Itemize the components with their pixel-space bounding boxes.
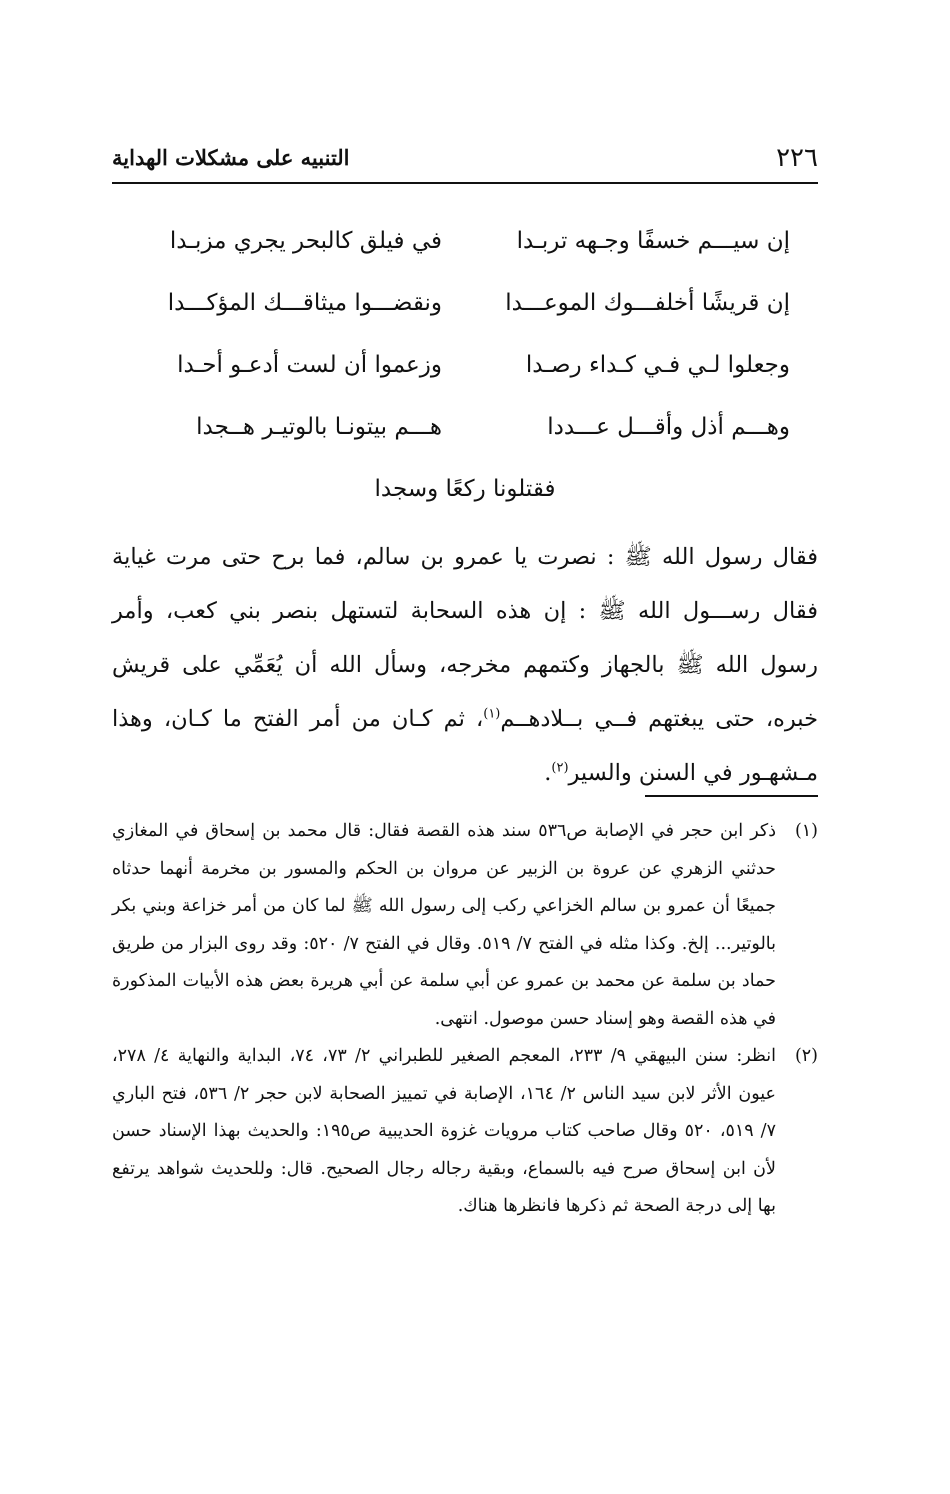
page-header (112, 143, 818, 181)
paragraph-end: . (544, 760, 552, 786)
verse-second-hemistich: ونقضـــوا ميثاقـــك المؤكـــدا (167, 290, 442, 316)
verse-first-hemistich: إن سيـــم خسفًا وجـهه تربـدا (516, 228, 790, 254)
footnote-ref-1[interactable]: (١) (483, 706, 501, 722)
paragraph-text: فقال رسول الله ﷺ : نصرت يا عمرو بن سالم، فما برح حتى مرت غياية فقال رســـول الله ﷺ : إن هذه السحابة لتستهل بنصر بني كعب، وأمر رسول الله ﷺ بالجهاز وكتمهم مخرجه، وسأل الله أن يُعَمِّي على قريش خبره، حتى يبغتهم فــي بــلادهــم (112, 544, 818, 732)
verse-first-hemistich: وهـــم أذل وأقـــل عـــددا (547, 414, 790, 440)
poem-verse (140, 290, 790, 352)
running-title: التنبيه على مشكلات الهداية (112, 145, 350, 170)
verse-second-hemistich: هـــم بيتونـا بالوتيـر هــجدا (196, 414, 442, 440)
verse-second-hemistich: وزعموا أن لست أدعـو أحـدا (177, 352, 442, 378)
poem (140, 228, 790, 530)
verse-first-hemistich: إن قريشًا أخلفـــوك الموعـــدا (505, 290, 790, 316)
footnote-1 (112, 813, 818, 1038)
main-text (112, 530, 818, 800)
main-paragraph (112, 530, 818, 800)
poem-verse (140, 352, 790, 414)
poem-final-verse: فقتلونا ركعًا وسجدا (374, 476, 556, 502)
header-divider (112, 182, 818, 184)
poem-verse (140, 414, 790, 476)
poem-verse (140, 228, 790, 290)
footnote-text: ذكر ابن حجر في الإصابة ص٥٣٦ سند هذه القصة فقال: قال محمد بن إسحاق في المغازي حدثني الزهري عن عروة بن الزبير عن مروان بن الحكم والمسور بن مخرمة أنهما حدثاه جميعًا أن عمرو بن سالم الخزاعي ركب إلى رسول الله ﷺ لما كان من أمر خزاعة وبني بكر بالوتير... إلخ. وكذا مثله في الفتح ٧/ ٥١٩. وقال في الفتح ٧/ ٥٢٠: وقد روى البزار من طريق حماد بن سلمة عن محمد بن عمرو عن أبي سلمة عن أبي هريرة بعض هذه الأبيات المذكورة في هذه القصة وهو إسناد حسن موصول. انتهى. (112, 821, 776, 1029)
footnotes (112, 813, 818, 1226)
page-number: ٢٢٦ (776, 143, 818, 173)
paragraph-text-continued: ، ثم كـان من أمر الفتح ما كـان، وهذا مـشهـور في السنن والسير (112, 706, 818, 786)
footnote-2 (112, 1038, 818, 1226)
verse-first-hemistich: وجعلوا لـي فـي كـداء رصـدا (525, 352, 790, 378)
footnote-divider (645, 795, 818, 797)
verse-second-hemistich: في فيلق كالبحر يجري مزبـدا (169, 228, 442, 254)
footnote-number: (١) (794, 821, 818, 841)
footnote-number: (٢) (794, 1046, 818, 1066)
footnote-ref-2[interactable]: (٢) (551, 760, 569, 776)
footnote-text: انظر: سنن البيهقي ٩/ ٢٣٣، المعجم الصغير للطبراني ٢/ ٧٣، ٧٤، البداية والنهاية ٤/ ٢٧٨، عيون الأثر لابن سيد الناس ٢/ ١٦٤، الإصابة في تمييز الصحابة لابن حجر ٢/ ٥٣٦، فتح الباري ٧/ ٥١٩، ٥٢٠ وقال صاحب كتاب مرويات غزوة الحديبية ص١٩٥: والحديث بهذا الإسناد حسن لأن ابن إسحاق صرح فيه بالسماع، وبقية رجاله رجال الصحيح. قال: وللحديث شواهد يرتفع بها إلى درجة الصحة ثم ذكرها فانظرها هناك. (112, 1046, 776, 1216)
